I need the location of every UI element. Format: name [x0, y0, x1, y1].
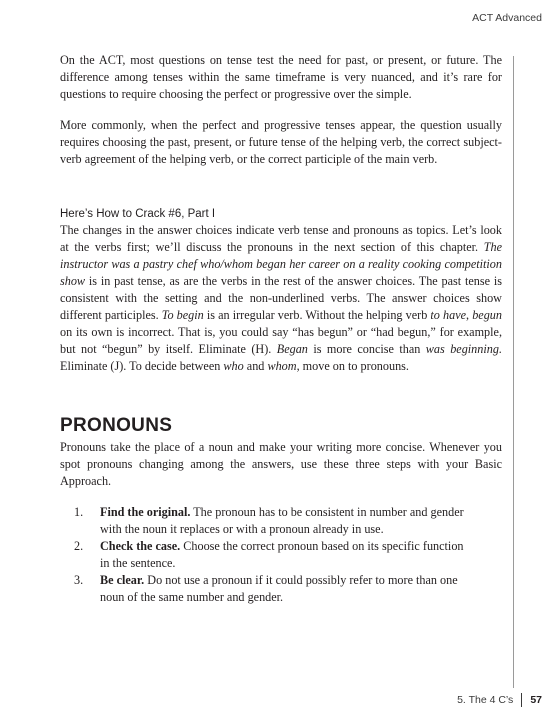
- text-run: and: [243, 359, 268, 373]
- text-run: The changes in the answer choices indicate verb tense and pronouns as topics. Let’s look at the verbs first; we’ll discuss the pronouns in the next section of this chapter.: [60, 223, 502, 254]
- text-run: is an irregular verb. Without the helping verb: [203, 308, 431, 322]
- step-text: The pronoun has to be consistent in number and gender with the noun it replaces or with a pronoun already in use.: [100, 505, 464, 536]
- italic-run: to have: [430, 308, 467, 322]
- step-title: Be clear.: [100, 573, 145, 587]
- footer-divider: [521, 693, 522, 707]
- steps-list: [60, 504, 502, 606]
- text-run: Eliminate (J). To decide between: [60, 359, 224, 373]
- italic-run: Began: [276, 342, 308, 356]
- margin-rule: [513, 56, 514, 688]
- italic-run: begun: [472, 308, 502, 322]
- step-text: Do not use a pronoun if it could possibly refer to more than one noun of the same number and gender.: [100, 573, 458, 604]
- section-heading: PRONOUNS: [60, 415, 173, 436]
- page-footer: [457, 693, 542, 707]
- text-run: , move on to pronouns.: [296, 359, 409, 373]
- text-run: on its own is incorrect. That is, you could say “has begun” or “had begun,” for example, but not “begun” by itself. Eliminate (H).: [60, 325, 502, 356]
- chapter-label: 5. The 4 C’s: [457, 694, 514, 706]
- text-run: is more concise than: [307, 342, 426, 356]
- list-item: [60, 538, 470, 572]
- step-title: Find the original.: [100, 505, 191, 519]
- paragraph: Pronouns take the place of a noun and make your writing more concise. Whenever you spot pronouns changing among the answers, use these three steps with your Basic Approach.: [60, 440, 502, 488]
- running-head: ACT Advanced: [472, 12, 542, 24]
- italic-run: was beginning.: [425, 342, 502, 356]
- list-number: 3.: [74, 573, 84, 587]
- list-number: 2.: [74, 539, 84, 553]
- italic-run: To begin: [161, 308, 204, 322]
- text-run: is in past tense, as are the verbs in the rest of the answer choices. The past tense is consistent with the setting and the non-underlined verbs. The answer choices show different participles.: [60, 274, 502, 322]
- list-number: 1.: [74, 505, 84, 519]
- step-text: Choose the correct pronoun based on its specific function in the sentence.: [100, 539, 464, 570]
- list-item: [60, 572, 470, 606]
- step-title: Check the case.: [100, 539, 181, 553]
- list-item: [60, 504, 470, 538]
- page-number: 57: [530, 694, 542, 706]
- paragraph: More commonly, when the perfect and progressive tenses appear, the question usually requires choosing the past, present, or future tense of the helping verb, the correct subject-verb agreement of the helping verb, or the correct participle of the main verb.: [60, 118, 502, 166]
- paragraph: On the ACT, most questions on tense test the need for past, or present, or future. The difference among tenses within the same timeframe is very nuanced, and it’s rare for questions to require choosing the perfect or progressive over the simple.: [60, 53, 502, 101]
- crack-paragraph: [60, 222, 502, 375]
- text-run: ,: [466, 308, 473, 322]
- section-subheading: Here’s How to Crack #6, Part I: [60, 208, 216, 220]
- italic-run: who: [223, 359, 244, 373]
- page-body: [60, 52, 502, 606]
- italic-run: The instructor was a pastry chef who/whom began her career on a reality cooking competition show: [60, 240, 502, 288]
- italic-run: whom: [267, 359, 297, 373]
